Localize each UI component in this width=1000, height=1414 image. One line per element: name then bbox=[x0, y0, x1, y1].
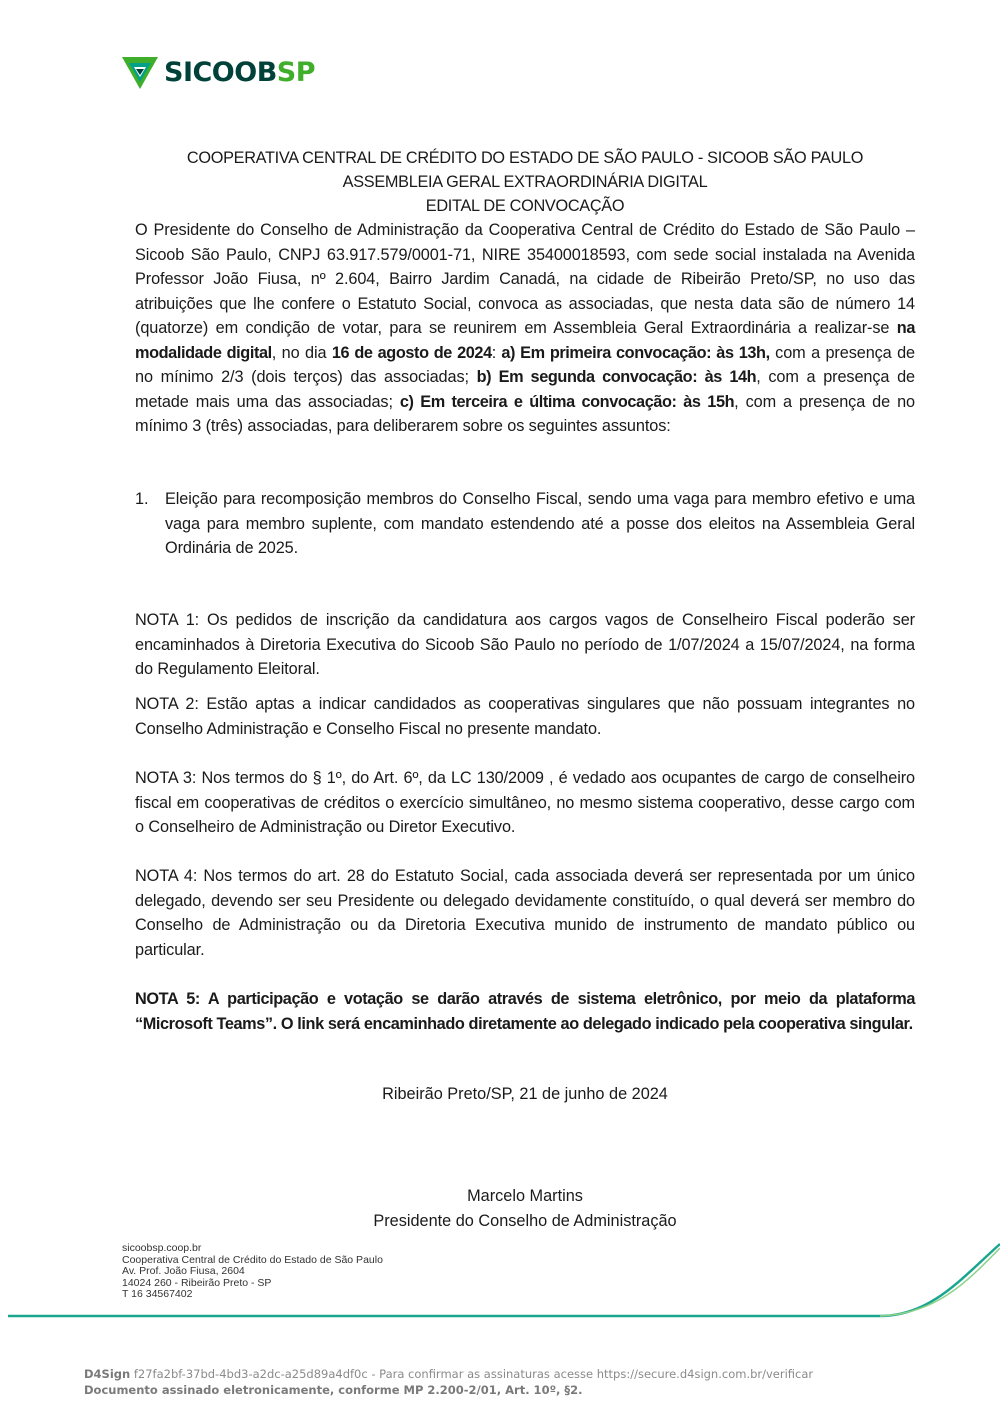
d4sign-brand: D4Sign bbox=[84, 1367, 131, 1381]
logo-wordmark: SICOOBSP bbox=[164, 56, 316, 88]
footer-city: 14024 260 - Ribeirão Preto - SP bbox=[122, 1276, 272, 1289]
sicoob-sp-logo bbox=[122, 54, 315, 90]
intro-paragraph: O Presidente do Conselho de Administração da Cooperativa Central de Crédito do Estado de São Paulo – Sicoob São Paulo, CNPJ 63.917.579/0001-71, NIRE 35400018593, com sede social instalada na Avenida Professor João Fiusa, nº 2.604, Bairro Jardim Canadá, na cidade de Ribeirão Preto/SP, no uso das atribuições que lhe confere o Estatuto Social, convoca as associadas, que nesta data são de número 14 (quatorze) em condição de votar, para se reunirem em Assembleia Geral Extraordinária a realizar-se na modalidade digital, no dia 16 de agosto de 2024: a) Em primeira convocação: às 13h, com a presença de no mínimo 2/3 (dois terços) das associadas; b) Em segunda convocação: às 14h, com a presença de metade mais uma das associadas; c) Em terceira e última convocação: às 15h, com a presença de no mínimo 3 (três) associadas, para deliberarem sobre os seguintes assuntos: bbox=[135, 221, 915, 435]
agenda-item: Eleição para recomposição membros do Conselho Fiscal, sendo uma vaga para membro efetivo e uma vaga para membro suplente, com mandato estendendo até a posse dos eleitos na Assembleia Geral Ordinária de 2025. bbox=[165, 490, 915, 557]
nota-4: NOTA 4: Nos termos do art. 28 do Estatuto Social, cada associada deverá ser representada por um único delegado, devendo ser seu Presidente ou delegado devidamente constituído, o qual deverá ser membro do Conselho de Administração ou da Diretoria Executiva munido de instrumento de mandato público ou particular. bbox=[135, 867, 915, 959]
footer-organization: Cooperativa Central de Crédito do Estado de São Paulo bbox=[122, 1253, 383, 1266]
nota-3: NOTA 3: Nos termos do § 1º, do Art. 6º, da LC 130/2009 , é vedado aos ocupantes de cargo de conselheiro fiscal em cooperativas de créditos o exercício simultâneo, no mesmo sistema cooperativo, desse cargo com o Conselheiro de Administração ou Diretor Executivo. bbox=[135, 769, 915, 836]
signer-role: Presidente do Conselho de Administração bbox=[373, 1212, 677, 1230]
signature-block bbox=[135, 1184, 915, 1234]
agenda-item-number: 1. bbox=[135, 490, 149, 508]
place-and-date: Ribeirão Preto/SP, 21 de junho de 2024 bbox=[382, 1085, 668, 1103]
agenda-list bbox=[135, 487, 915, 561]
d4sign-legal-notice: Documento assinado eletronicamente, conforme MP 2.200-2/01, Art. 10º, §2. bbox=[84, 1383, 583, 1397]
footer-address bbox=[122, 1243, 383, 1301]
footer-website: sicoobsp.coop.br bbox=[122, 1242, 202, 1254]
document-header bbox=[135, 146, 915, 218]
footer-phone: T 16 34567402 bbox=[122, 1288, 193, 1300]
nota-5: NOTA 5: A participação e votação se darão através de sistema eletrônico, por meio da plataforma “Microsoft Teams”. O link será encaminhado diretamente ao delegado indicado pela cooperativa singular. bbox=[135, 990, 915, 1033]
footer-street: Av. Prof. João Fiusa, 2604 bbox=[122, 1265, 245, 1277]
header-cooperative-name: COOPERATIVA CENTRAL DE CRÉDITO DO ESTADO DE SÃO PAULO - SICOOB SÃO PAULO bbox=[186, 149, 864, 167]
header-assembly-type: ASSEMBLEIA GERAL EXTRAORDINÁRIA DIGITAL bbox=[342, 173, 708, 191]
signer-name: Marcelo Martins bbox=[467, 1187, 583, 1205]
d4sign-hash-line: f27fa2bf-37bd-4bd3-a2dc-a25d89a4df0c - Para confirmar as assinaturas acesse https://secure.d4sign.com.br/verificar bbox=[130, 1367, 814, 1381]
nota-2: NOTA 2: Estão aptas a indicar candidados as cooperativas singulares que não possuam integrantes no Conselho Administração e Conselho Fiscal no presente mandato. bbox=[135, 695, 915, 738]
sicoob-triangle-logo-icon bbox=[122, 55, 158, 89]
header-document-title: EDITAL DE CONVOCAÇÃO bbox=[425, 197, 625, 215]
nota-1: NOTA 1: Os pedidos de inscrição da candidatura aos cargos vagos de Conselheiro Fiscal poderão ser encaminhados à Diretoria Executiva do Sicoob São Paulo no período de 1/07/2024 a 15/07/2024, na forma do Regulamento Eleitoral. bbox=[135, 611, 915, 678]
d4sign-verification bbox=[84, 1366, 813, 1398]
